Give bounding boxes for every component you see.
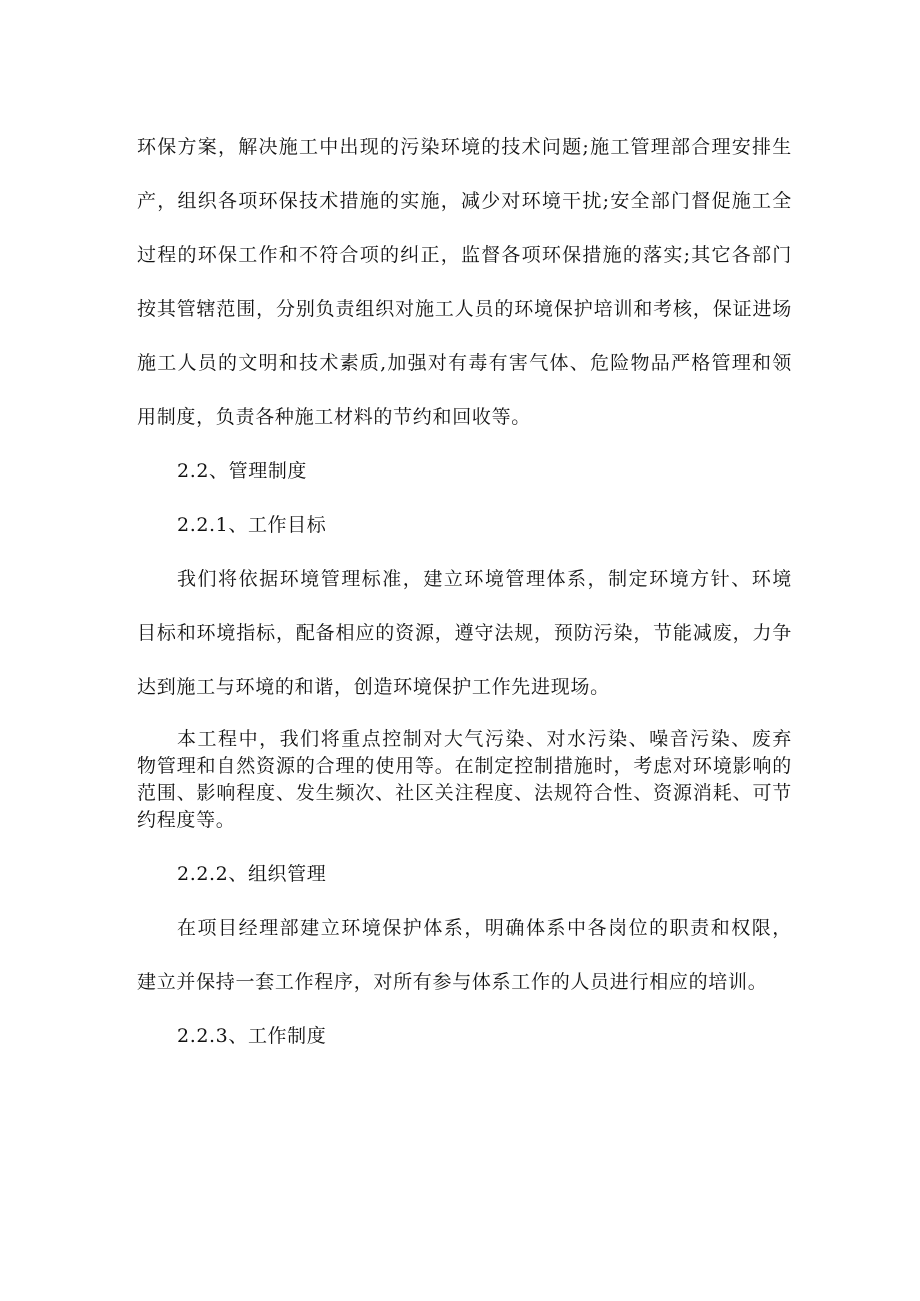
text-line: 目标和环境指标，配备相应的资源，遵守法规，预防污染，节能减废，力争 — [137, 622, 792, 644]
text-line: 用制度，负责各种施工材料的节约和回收等。 — [137, 406, 532, 428]
section-heading-2-2-2: 2.2.2、组织管理 — [177, 863, 327, 885]
text-line: 建立并保持一套工作程序，对所有参与体系工作的人员进行相应的培训。 — [137, 971, 768, 993]
text-line: 在项目经理部建立环境保护体系，明确体系中各岗位的职责和权限， — [177, 917, 792, 939]
text-line: 本工程中，我们将重点控制对大气污染、对水污染、噪音污染、废弃 — [177, 728, 792, 750]
text-line: 按其管辖范围，分别负责组织对施工人员的环境保护培训和考核，保证进场 — [137, 298, 792, 320]
text-line: 施工人员的文明和技术素质,加强对有毒有害气体、危险物品严格管理和领 — [137, 352, 792, 374]
text-line: 范围、影响程度、发生频次、社区关注程度、法规符合性、资源消耗、可节 — [137, 782, 792, 804]
text-line: 过程的环保工作和不符合项的纠正，监督各项环保措施的落实;其它各部门 — [137, 244, 792, 266]
text-line: 我们将依据环境管理标准，建立环境管理体系，制定环境方针、环境 — [177, 568, 792, 590]
text-line: 产，组织各项环保技术措施的实施，减少对环境干扰;安全部门督促施工全 — [137, 190, 792, 212]
text-line: 环保方案，解决施工中出现的污染环境的技术问题;施工管理部合理安排生 — [137, 136, 792, 158]
section-heading-2-2-3: 2.2.3、工作制度 — [177, 1025, 327, 1047]
text-line: 达到施工与环境的和谐，创造环境保护工作先进现场。 — [137, 676, 610, 698]
text-line: 约程度等。 — [137, 809, 236, 831]
section-heading-2-2-1: 2.2.1、工作目标 — [177, 514, 327, 536]
section-heading-2-2: 2.2、管理制度 — [177, 460, 308, 482]
text-line: 物管理和自然资源的合理的使用等。在制定控制措施时，考虑对环境影响的 — [137, 755, 792, 777]
